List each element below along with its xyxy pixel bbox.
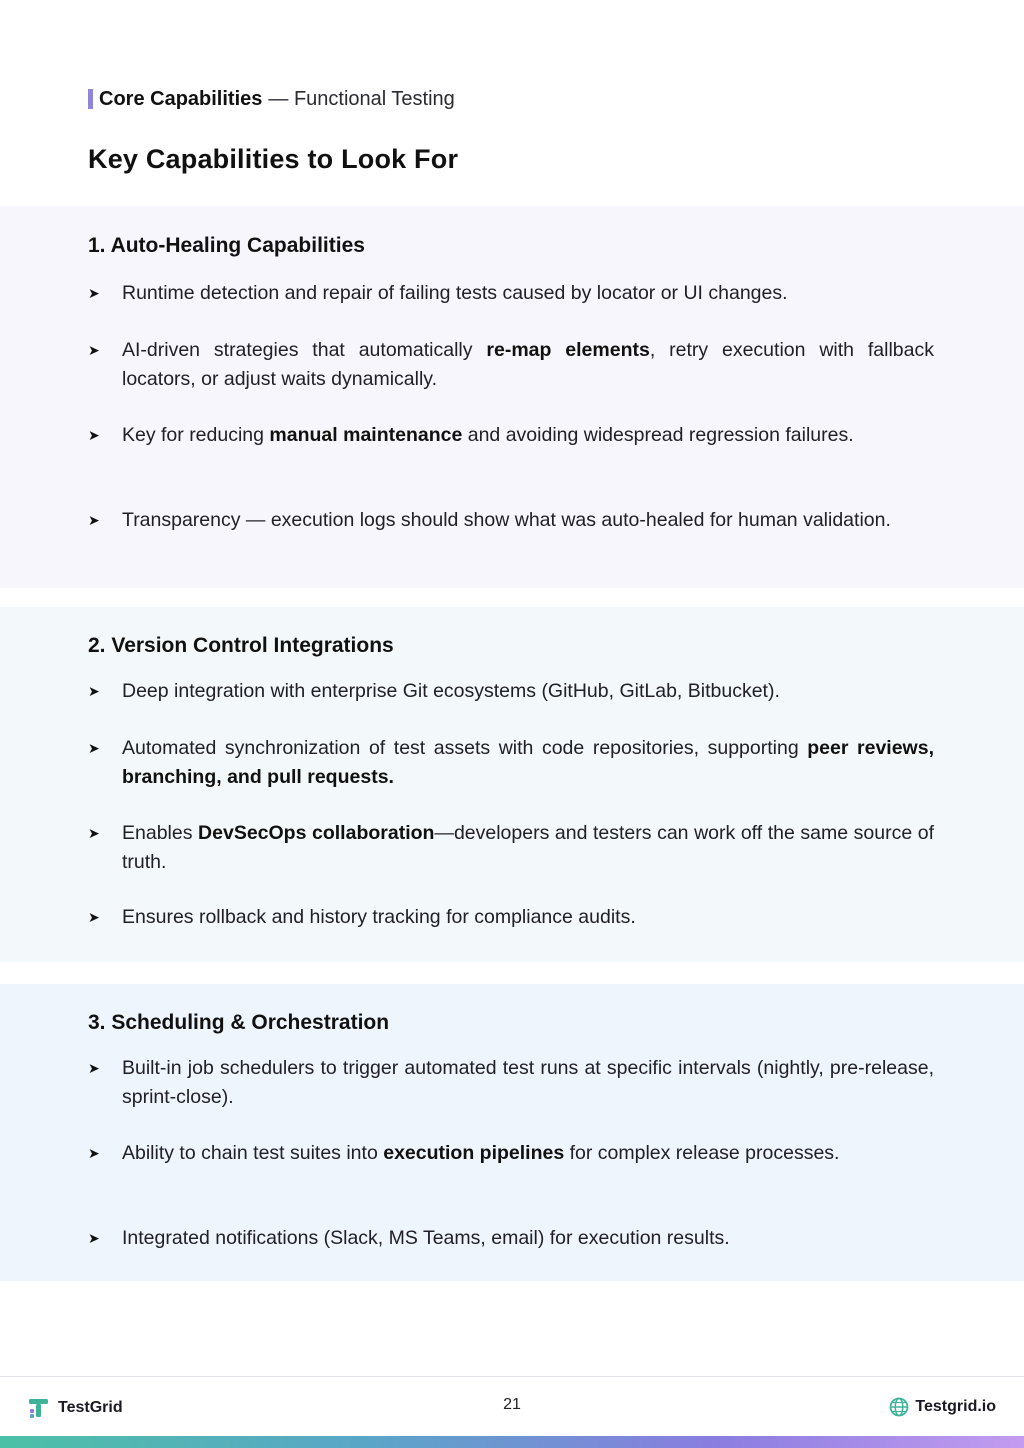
bullet-emphasis: DevSecOps collaboration bbox=[198, 822, 435, 844]
arrow-bullet-icon: ➤ bbox=[88, 512, 100, 528]
arrow-bullet-icon: ➤ bbox=[88, 740, 100, 756]
arrow-bullet-icon: ➤ bbox=[88, 683, 100, 699]
bullet-text: Transparency — execution logs should show what was auto-healed for human validation. bbox=[122, 509, 891, 531]
bullet-text: Integrated notifications (Slack, MS Teams, email) for execution results. bbox=[122, 1227, 730, 1249]
bullet-text: Built-in job schedulers to trigger automated test runs at specific intervals (nightly, pre-release, sprint-close). bbox=[122, 1057, 934, 1108]
bullet-text: Enables bbox=[122, 822, 199, 844]
bullet-emphasis: execution pipelines bbox=[383, 1142, 565, 1164]
page-number: 21 bbox=[503, 1396, 521, 1413]
footer-brand-name: TestGrid bbox=[58, 1399, 123, 1416]
eyebrow-subcategory: — Functional Testing bbox=[268, 87, 455, 110]
bullet-text: Key for reducing bbox=[122, 424, 270, 446]
bullet-emphasis: peer reviews, branching, and pull requests. bbox=[122, 737, 934, 788]
section-auto-healing bbox=[0, 206, 1024, 588]
bullet-text: Ability to chain test suites into bbox=[122, 1142, 384, 1164]
arrow-bullet-icon: ➤ bbox=[88, 1145, 100, 1161]
arrow-bullet-icon: ➤ bbox=[88, 427, 100, 443]
page-title: Key Capabilities to Look For bbox=[88, 144, 459, 174]
list-item bbox=[88, 1224, 934, 1253]
list-item bbox=[88, 506, 934, 535]
eyebrow-category: Core Capabilities bbox=[99, 87, 263, 110]
list-item bbox=[88, 1054, 934, 1111]
accent-bar bbox=[88, 89, 93, 109]
list-item bbox=[88, 677, 934, 706]
list-item bbox=[88, 1139, 934, 1168]
list-item bbox=[88, 421, 934, 450]
arrow-bullet-icon: ➤ bbox=[88, 342, 100, 358]
section-heading: 2. Version Control Integrations bbox=[88, 634, 394, 657]
arrow-bullet-icon: ➤ bbox=[88, 909, 100, 925]
footer-website-link[interactable]: Testgrid.io bbox=[915, 1398, 996, 1415]
bullet-text: Ensures rollback and history tracking for compliance audits. bbox=[122, 906, 636, 928]
section-scheduling bbox=[0, 984, 1024, 1281]
list-item bbox=[88, 336, 934, 393]
section-heading: 1. Auto-Healing Capabilities bbox=[88, 234, 365, 257]
bullet-text: , retry execution with fallback locators, or adjust waits dynamically. bbox=[122, 339, 934, 390]
section-heading: 3. Scheduling & Orchestration bbox=[88, 1011, 390, 1034]
footer-gradient-bar bbox=[0, 1436, 1024, 1448]
bullet-text: Runtime detection and repair of failing tests caused by locator or UI changes. bbox=[122, 282, 788, 304]
globe-icon bbox=[889, 1397, 909, 1417]
bullet-text: for complex release processes. bbox=[564, 1142, 840, 1164]
bullet-text: AI-driven strategies that automatically bbox=[122, 339, 487, 361]
bullet-text: Automated synchronization of test assets with code repositories, supporting bbox=[122, 737, 808, 759]
arrow-bullet-icon: ➤ bbox=[88, 285, 100, 301]
arrow-bullet-icon: ➤ bbox=[88, 1060, 100, 1076]
arrow-bullet-icon: ➤ bbox=[88, 825, 100, 841]
list-item bbox=[88, 734, 934, 791]
bullet-emphasis: re-map elements bbox=[486, 339, 650, 361]
footer-website bbox=[889, 1397, 996, 1417]
footer-divider bbox=[0, 1376, 1024, 1377]
list-item bbox=[88, 279, 934, 308]
section-version-control bbox=[0, 607, 1024, 962]
arrow-bullet-icon: ➤ bbox=[88, 1230, 100, 1246]
section-eyebrow bbox=[88, 86, 455, 112]
bullet-emphasis: manual maintenance bbox=[269, 424, 463, 446]
bullet-text: —developers and testers can work off the same source of truth. bbox=[122, 822, 934, 873]
bullet-text: and avoiding widespread regression failures. bbox=[462, 424, 854, 446]
list-item bbox=[88, 819, 934, 876]
bullet-text: Deep integration with enterprise Git ecosystems (GitHub, GitLab, Bitbucket). bbox=[122, 680, 780, 702]
list-item bbox=[88, 903, 934, 932]
